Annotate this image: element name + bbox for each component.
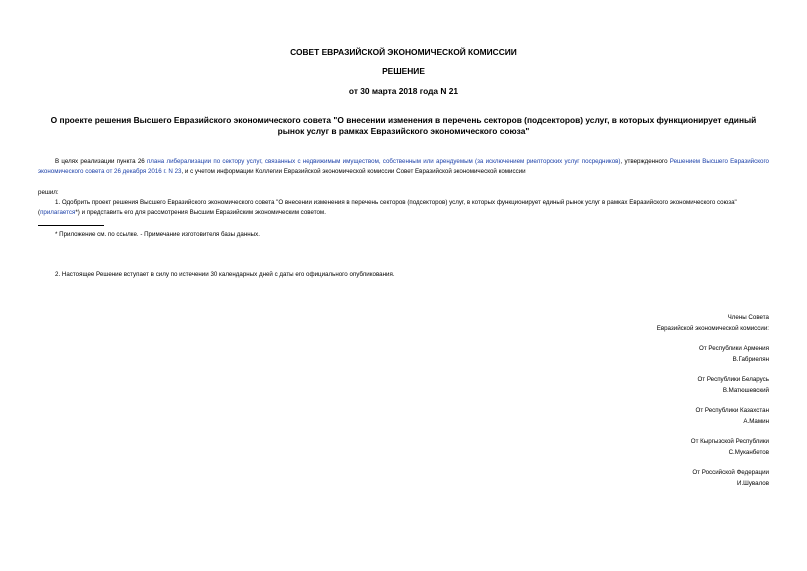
footnote-divider — [38, 225, 104, 226]
paragraph-preamble — [38, 157, 769, 177]
resh-label: решил: — [38, 189, 59, 196]
signatures-heading-line-1: Члены Совета — [727, 314, 769, 321]
signature-country: От Российской Федерации — [692, 469, 769, 476]
signature-country: От Республики Армения — [699, 345, 769, 352]
footnote: * Приложение см. по ссылке. - Примечание изготовителя базы данных. — [55, 231, 260, 238]
signature-name: С.Муканбетов — [728, 449, 769, 456]
doc-type: РЕШЕНИЕ — [382, 66, 425, 76]
signature-name: И.Шувалов — [737, 480, 769, 487]
preamble-text-3: , и с учетом информации Коллегии Евразийской экономической комиссии Совет Евразийской экономической комиссии — [181, 168, 526, 175]
decision-link[interactable]: Решением Высшего Евразийского экономического совета от 26 декабря 2016 г. N 23 — [38, 158, 770, 175]
signatures-heading — [657, 312, 769, 334]
signature-block-belarus — [697, 374, 769, 396]
preamble-text-2: , утвержденного — [620, 158, 670, 165]
attachment-link[interactable]: прилагается — [40, 209, 76, 216]
doc-subject: О проекте решения Высшего Евразийского экономического совета "О внесении изменения в перечень секторов (подсекторов) услуг, в которых функционирует единый рынок услуг в рамках Евразийского экономического союза" — [50, 115, 757, 136]
signature-country: От Республики Казахстан — [695, 407, 769, 414]
item1-text-2: *) и представить его для рассмотрения Высшим Евразийским экономическим советом. — [75, 209, 326, 216]
paragraph-item-2: 2. Настоящее Решение вступает в силу по истечении 30 календарных дней с даты его официального опубликования. — [55, 271, 395, 278]
signature-block-armenia — [699, 343, 769, 365]
doc-date-number: от 30 марта 2018 года N 21 — [348, 86, 459, 96]
signature-name: В.Матюшевский — [722, 387, 769, 394]
preamble-text-1: В целях реализации пункта 26 — [55, 158, 147, 165]
signature-block-kazakhstan — [696, 405, 769, 427]
signature-name: В.Габриелян — [732, 356, 769, 363]
plan-liberalization-link[interactable]: плана либерализации по сектору услуг, связанных с недвижимым имуществом, собственным или арендуемым (за исключением риелторских услуг посредников) — [146, 158, 621, 165]
paragraph-item-1 — [38, 198, 769, 218]
signature-country: От Кыргызской Республики — [690, 438, 769, 445]
signature-name: А.Мамин — [743, 418, 769, 425]
signature-block-russia — [692, 467, 769, 489]
signatures-heading-line-2: Евразийской экономической комиссии: — [656, 325, 769, 332]
signature-block-kyrgyzstan — [691, 436, 769, 458]
signature-country: От Республики Беларусь — [697, 376, 769, 383]
item1-text-1: 1. Одобрить проект решения Высшего Евразийского экономического совета "О внесении изменения в перечень секторов (подсекторов) услуг, в которых функционирует единый рынок услуг в рамках Евразийского экономического союза" ( — [38, 199, 737, 216]
org-title: СОВЕТ ЕВРАЗИЙСКОЙ ЭКОНОМИЧЕСКОЙ КОМИССИИ — [290, 47, 517, 57]
